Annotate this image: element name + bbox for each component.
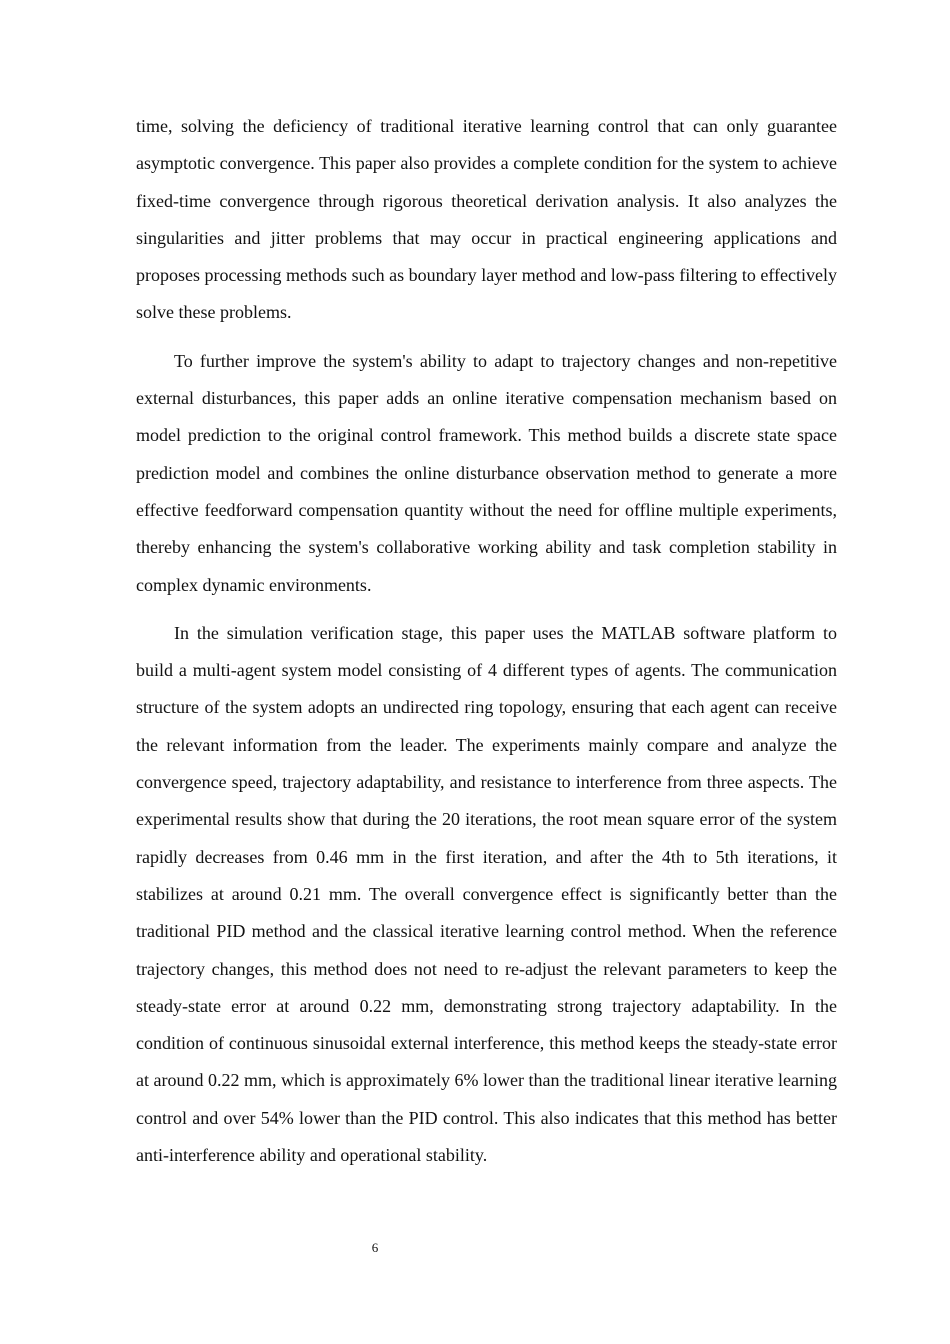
body-paragraph-compensation: To further improve the system's ability to adapt to trajectory changes and non-repetitive external disturbances, this paper adds an online iterative compensation mechanism based on model prediction to the original control framework. This method builds a discrete state space prediction model and combines the online disturbance observation method to generate a more effective feedforward compensation quantity without the need for offline multiple experiments, thereby enhancing the system's collaborative working ability and task completion stability in complex dynamic environments. [136,350,837,595]
page-number: 6 [371,1240,379,1255]
body-paragraph-simulation: In the simulation verification stage, this paper uses the MATLAB software platform to build a multi-agent system model consisting of 4 different types of agents. The communication structure of the system adopts an undirected ring topology, ensuring that each agent can receive the relevant information from the leader. The experiments mainly compare and analyze the convergence speed, trajectory adaptability, and resistance to interference from three aspects. The experimental results show that during the 20 iterations, the root mean square error of the system rapidly decreases from 0.46 mm in the first iteration, and after the 4th to 5th iterations, it stabilizes at around 0.21 mm. The overall convergence effect is significantly better than the traditional PID method and the classical iterative learning control method. When the reference trajectory changes, this method does not need to re-adjust the relevant parameters to keep the steady-state error at around 0.22 mm, demonstrating strong trajectory adaptability. In the condition of continuous sinusoidal external interference, this method keeps the steady-state error at around 0.22 mm, which is approximately 6% lower than the traditional linear iterative learning control and over 54% lower than the PID control. This also indicates that this method has better anti-interference ability and operational stability. [136,622,837,1166]
page-body [136,108,837,1174]
body-paragraph-continued: time, solving the deficiency of traditional iterative learning control that can only guarantee asymptotic convergence. This paper also provides a complete condition for the system to achieve fixed-time convergence through rigorous theoretical derivation analysis. It also analyzes the singularities and jitter problems that may occur in practical engineering applications and proposes processing methods such as boundary layer method and low-pass filtering to effectively solve these problems. [136,116,837,323]
